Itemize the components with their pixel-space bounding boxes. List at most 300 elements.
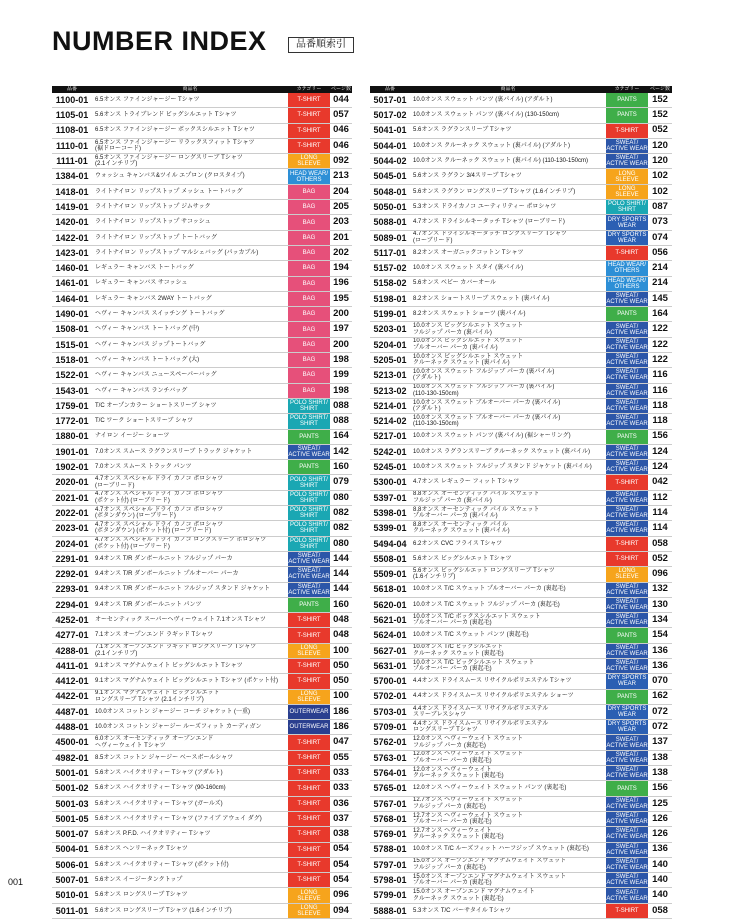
product-name: レギュラー キャンバス 2WAY トートバッグ — [92, 291, 288, 306]
category-badge: POLO SHIRT/ SHIRT — [288, 475, 330, 490]
product-name: 12.0オンス ヘヴィーウェイト スウェット フルジップ パーカ (裏起毛) — [410, 735, 606, 750]
page-reference: 054 — [330, 857, 352, 872]
product-name: 15.0オンス オープンエンド マグナムウェイト クルーネック スウェット (裏起毛) — [410, 888, 606, 903]
product-name: 5.6オンス ヘンリーネック Tシャツ — [92, 842, 288, 857]
category-badge: T-SHIRT — [288, 750, 330, 765]
table-row — [52, 307, 352, 322]
page-reference: 048 — [330, 613, 352, 628]
product-name: レギュラー キャンバス トートバッグ — [92, 261, 288, 276]
product-name: ヘヴィー キャンバス ジップトートバッグ — [92, 337, 288, 352]
table-row — [52, 720, 352, 735]
category-badge: T-SHIRT — [606, 245, 648, 260]
category-badge: OUTERWEAR — [288, 704, 330, 719]
category-badge: PANTS — [606, 108, 648, 123]
product-name: 5.6オンス ビッグシルエット ロングスリーブ Tシャツ (1.6インチリブ) — [410, 567, 606, 582]
product-name: 12.7オンス ヘヴィーウェイト スウェット プルオーバー パーカ (裏起毛) — [410, 811, 606, 826]
product-number: 5214-02 — [370, 414, 410, 429]
page-reference: 164 — [330, 429, 352, 444]
product-number: 5199-01 — [370, 307, 410, 322]
index-table-right — [370, 86, 672, 919]
table-body-right — [370, 93, 672, 919]
category-badge: T-SHIRT — [288, 827, 330, 842]
product-number: 5001-02 — [52, 781, 92, 796]
category-badge: SWEAT/ ACTIVE WEAR — [606, 155, 648, 168]
table-row — [52, 689, 352, 704]
product-name: 10.0オンス クルーネック スウェット (裏パイル) (110-130-150cm) — [410, 154, 606, 169]
category-badge: SWEAT/ ACTIVE WEAR — [606, 889, 648, 902]
table-row — [370, 475, 672, 490]
product-number: 5509-01 — [370, 567, 410, 582]
category-badge: POLO SHIRT/ SHIRT — [288, 506, 330, 521]
header-name: 商品名 — [92, 86, 288, 93]
product-number: 5001-05 — [52, 811, 92, 826]
table-row — [370, 353, 672, 368]
product-number: 1423-01 — [52, 245, 92, 260]
table-row — [370, 536, 672, 551]
product-name: ライトナイロン リップストップ ジムサック — [92, 200, 288, 215]
product-number: 1464-01 — [52, 291, 92, 306]
table-row — [52, 521, 352, 536]
table-row — [370, 888, 672, 903]
product-number: 5508-01 — [370, 551, 410, 566]
product-name: 12.7オンス ヘヴィーウェイト クルーネック スウェット (裏起毛) — [410, 827, 606, 842]
product-number: 5089-01 — [370, 230, 410, 245]
page-reference: 114 — [648, 521, 672, 536]
table-row — [370, 337, 672, 352]
category-badge: DRY SPORTS WEAR — [607, 675, 647, 688]
product-name: 5.6オンス ラグランスリーブ Tシャツ — [410, 123, 606, 138]
product-name: 5.6オンス イージータンクトップ — [92, 873, 288, 888]
table-row — [370, 781, 672, 796]
table-row — [52, 903, 352, 918]
table-row — [370, 383, 672, 398]
table-row — [370, 704, 672, 719]
page-reference: 050 — [330, 674, 352, 689]
table-row — [52, 475, 352, 490]
product-number: 1522-01 — [52, 368, 92, 383]
product-number: 4500-01 — [52, 735, 92, 750]
product-number: 2023-01 — [52, 521, 92, 536]
page-reference: 087 — [648, 200, 672, 215]
product-number: 4488-01 — [52, 720, 92, 735]
table-row — [52, 628, 352, 643]
table-row — [370, 460, 672, 475]
page-reference: 055 — [330, 750, 352, 765]
product-number: 5001-07 — [52, 827, 92, 842]
category-badge: T-SHIRT — [288, 93, 330, 108]
product-name: ヘヴィー キャンバス トートバッグ (大) — [92, 353, 288, 368]
table-row — [370, 903, 672, 918]
category-badge: BAG — [288, 230, 330, 245]
table-row — [52, 383, 352, 398]
product-name: 5.6オンス ラグラン 3/4スリーブ Tシャツ — [410, 169, 606, 184]
product-number: 1543-01 — [52, 383, 92, 398]
page-reference: 132 — [648, 582, 672, 597]
table-row — [52, 368, 352, 383]
product-name: 10.0オンス コットン ジャージー ルーズフィット カーディガン — [92, 720, 288, 735]
product-number: 5618-01 — [370, 582, 410, 597]
category-badge: SWEAT/ ACTIVE WEAR — [288, 583, 330, 596]
table-row — [52, 613, 352, 628]
table-row — [52, 184, 352, 199]
table-row — [370, 811, 672, 826]
page-reference: 154 — [648, 628, 672, 643]
product-name: 10.0オンス ビッグシルエット スウェット フルジップ パーカ (裏パイル) — [410, 322, 606, 337]
table-row — [370, 307, 672, 322]
category-badge: LONG SLEEVE — [288, 154, 330, 169]
page-reference: 136 — [648, 658, 672, 673]
category-badge: T-SHIRT — [288, 628, 330, 643]
table-row — [370, 490, 672, 505]
table-row — [370, 735, 672, 750]
page-reference: 054 — [330, 873, 352, 888]
category-badge: SWEAT/ ACTIVE WEAR — [606, 736, 648, 749]
page-reference: 092 — [330, 154, 352, 169]
table-row — [370, 368, 672, 383]
category-badge: T-SHIRT — [288, 735, 330, 750]
category-badge: OUTERWEAR — [288, 720, 330, 735]
product-name: 9.1オンス マグナムウェイト ビッグシルエット ロングスリーブ Tシャツ (2.1インチリブ) — [92, 689, 288, 704]
page-reference: 140 — [648, 857, 672, 872]
product-number: 5044-02 — [370, 154, 410, 169]
product-number: 5702-01 — [370, 689, 410, 704]
product-name: 10.0オンス T/C ボックスシルエット スウェット プルオーバー パーカ (裏起毛) — [410, 613, 606, 628]
table-row — [52, 551, 352, 566]
table-row — [370, 123, 672, 138]
product-number: 2022-01 — [52, 506, 92, 521]
category-badge: PANTS — [288, 460, 330, 475]
product-name: 5.6オンス ハイクオリティー Tシャツ (アダルト) — [92, 766, 288, 781]
product-name: 10.0オンス スウェット フルジップ パーカ (裏パイル) (110-130-150cm) — [410, 383, 606, 398]
page-reference: 112 — [648, 490, 672, 505]
category-badge: LONG SLEEVE — [288, 643, 330, 658]
page-reference: 057 — [330, 108, 352, 123]
product-name: 10.0オンス スウェット パンツ (裏パイル) (裾シャーリング) — [410, 429, 606, 444]
page-reference: 205 — [330, 200, 352, 215]
product-number: 5045-01 — [370, 169, 410, 184]
product-name: 7.1オンス オープンエンド ラギッド Tシャツ — [92, 628, 288, 643]
category-badge: POLO SHIRT/ SHIRT — [288, 398, 330, 413]
product-name: 8.2オンス オーガニックコットン Tシャツ — [410, 245, 606, 260]
product-name: 4.7オンス レギュラー フィット Tシャツ — [410, 475, 606, 490]
product-number: 5799-01 — [370, 888, 410, 903]
product-name: 10.0オンス ビッグシルエット スウェット プルオーバー パーカ (裏パイル) — [410, 337, 606, 352]
product-number: 5217-01 — [370, 429, 410, 444]
table-row — [52, 704, 352, 719]
category-badge: T-SHIRT — [288, 857, 330, 872]
page-number: 001 — [8, 877, 24, 887]
header-number: 品番 — [52, 86, 92, 93]
product-number: 5788-01 — [370, 842, 410, 857]
category-badge: HEAD WEAR/ OTHERS — [607, 262, 646, 275]
page-reference: 036 — [330, 796, 352, 811]
product-name: 6.5オンス ファインジャージー リラックスフィット Tシャツ (裾ドローコード) — [92, 138, 288, 153]
table-row — [52, 597, 352, 612]
product-number: 1418-01 — [52, 184, 92, 199]
table-row — [52, 460, 352, 475]
table-row — [52, 215, 352, 230]
table-row — [52, 444, 352, 459]
category-badge: SWEAT/ ACTIVE WEAR — [606, 828, 648, 841]
table-row — [370, 521, 672, 536]
page-reference: 096 — [648, 567, 672, 582]
page-reference: 046 — [330, 123, 352, 138]
table-row — [370, 643, 672, 658]
table-row — [370, 169, 672, 184]
table-row — [52, 781, 352, 796]
table-row — [52, 322, 352, 337]
category-badge: BAG — [288, 368, 330, 383]
product-name: 5.6オンス トライブレンド ビッグシルエット Tシャツ — [92, 108, 288, 123]
table-row — [52, 245, 352, 260]
product-number: 5088-01 — [370, 215, 410, 230]
page-reference: 201 — [330, 230, 352, 245]
table-row — [52, 398, 352, 413]
product-number: 5763-01 — [370, 750, 410, 765]
page-reference: 114 — [648, 506, 672, 521]
table-header-row — [52, 86, 352, 93]
table-row — [370, 689, 672, 704]
product-number: 1108-01 — [52, 123, 92, 138]
product-number: 5620-01 — [370, 597, 410, 612]
product-name: 9.1オンス マグナムウェイト ビッグシルエット Tシャツ — [92, 658, 288, 673]
product-number: 5158-02 — [370, 276, 410, 291]
table-row — [52, 873, 352, 888]
page-reference: 046 — [330, 138, 352, 153]
product-number: 5769-01 — [370, 827, 410, 842]
table-row — [370, 842, 672, 857]
table-row — [370, 766, 672, 781]
product-name: 5.3オンス T/C バーサタイル Tシャツ — [410, 903, 606, 918]
product-number: 1772-01 — [52, 414, 92, 429]
category-badge: BAG — [288, 276, 330, 291]
page-reference: 070 — [648, 674, 672, 689]
table-row — [52, 567, 352, 582]
page-reference: 130 — [648, 597, 672, 612]
product-name: 10.0オンス スウェット フルジップ スタンド ジャケット (裏パイル) — [410, 460, 606, 475]
index-table-left — [52, 86, 352, 919]
category-badge: POLO SHIRT/ SHIRT — [288, 414, 330, 429]
page-reference: 125 — [648, 796, 672, 811]
category-badge: T-SHIRT — [288, 781, 330, 796]
product-number: 5764-01 — [370, 766, 410, 781]
category-badge: POLO SHIRT/ SHIRT — [288, 521, 330, 536]
page-reference: 050 — [330, 658, 352, 673]
product-number: 5762-01 — [370, 735, 410, 750]
page-reference: 072 — [648, 720, 672, 735]
page-reference: 195 — [330, 291, 352, 306]
category-badge: DRY SPORTS WEAR — [607, 706, 647, 719]
table-row — [370, 414, 672, 429]
product-name: 5.3オンス ドライカノコ ユーティリティー ポロシャツ — [410, 200, 606, 215]
product-number: 2021-01 — [52, 490, 92, 505]
product-name: 10.0オンス スウェット パンツ (裏パイル) (アダルト) — [410, 93, 606, 108]
product-number: 5399-01 — [370, 521, 410, 536]
product-name: ライトナイロン リップストップ マルシェバッグ (パッカブル) — [92, 245, 288, 260]
product-name: 4.4オンス ドライスムース リサイクルポリエステル ロングスリーブ Tシャツ — [410, 720, 606, 735]
product-number: 4487-01 — [52, 704, 92, 719]
product-name: 5.6オンス ロングスリーブ Tシャツ — [92, 888, 288, 903]
product-number: 5768-01 — [370, 811, 410, 826]
table-row — [52, 154, 352, 169]
product-name: 9.1オンス マグナムウェイト ビッグシルエット Tシャツ (ポケット付) — [92, 674, 288, 689]
product-number: 2024-01 — [52, 536, 92, 551]
table-row — [370, 827, 672, 842]
page-reference: 152 — [648, 108, 672, 123]
table-row — [370, 93, 672, 108]
page-reference: 088 — [330, 398, 352, 413]
table-row — [52, 138, 352, 153]
table-row — [370, 154, 672, 169]
category-badge: LONG SLEEVE — [288, 903, 330, 918]
table-row — [52, 261, 352, 276]
product-number: 5117-01 — [370, 245, 410, 260]
table-row — [52, 291, 352, 306]
product-name: 6.5オンス ファインジャージー ロングスリーブ Tシャツ (2.1インチリブ) — [92, 154, 288, 169]
table-row — [52, 735, 352, 750]
category-badge: SWEAT/ ACTIVE WEAR — [606, 491, 648, 504]
table-row — [52, 200, 352, 215]
page-subtitle: 品番順索引 — [288, 37, 354, 53]
product-name: 10.0オンス スウェット プルオーバー パーカ (裏パイル) (アダルト) — [410, 398, 606, 413]
product-number: 1508-01 — [52, 322, 92, 337]
table-row — [52, 796, 352, 811]
category-badge: T-SHIRT — [606, 903, 648, 918]
product-name: 5.6オンス ハイクオリティー Tシャツ (ファイブ アウェイ ダグ) — [92, 811, 288, 826]
table-row — [52, 353, 352, 368]
table-row — [52, 643, 352, 658]
category-badge: SWEAT/ ACTIVE WEAR — [606, 323, 648, 336]
product-name: 12.0オンス ヘヴィーウェイト スウェット プルオーバー パーカ (裏起毛) — [410, 750, 606, 765]
product-name: 10.0オンス クルーネック スウェット (裏パイル) (アダルト) — [410, 138, 606, 153]
product-name: 4.7オンス スペシャル ドライ カノコ ポロシャツ (ローブリード) — [92, 475, 288, 490]
product-number: 5050-01 — [370, 200, 410, 215]
header-page: ページ数 — [648, 86, 672, 93]
header-category: カテゴリー — [288, 86, 330, 93]
header-name: 商品名 — [410, 86, 606, 93]
product-number: 4422-01 — [52, 689, 92, 704]
table-row — [370, 138, 672, 153]
product-number: 4288-01 — [52, 643, 92, 658]
product-name: 7.1オンス オープンエンド ラギッド ロングスリーブ Tシャツ (2.1インチリブ) — [92, 643, 288, 658]
product-number: 5703-01 — [370, 704, 410, 719]
product-name: 4.7オンス スペシャル ドライ カノコ ロングスリーブ ポロシャツ (ポケット付) (ローブリード) — [92, 536, 288, 551]
product-number: 1384-01 — [52, 169, 92, 184]
table-row — [370, 322, 672, 337]
table-body-left — [52, 93, 352, 919]
table-row — [370, 291, 672, 306]
table-row — [52, 429, 352, 444]
product-name: ヘヴィー キャンバス トートバッグ (中) — [92, 322, 288, 337]
category-badge: SWEAT/ ACTIVE WEAR — [606, 614, 648, 627]
page-reference: 124 — [648, 444, 672, 459]
category-badge: SWEAT/ ACTIVE WEAR — [606, 338, 648, 351]
product-number: 2294-01 — [52, 597, 92, 612]
page-reference: 080 — [330, 490, 352, 505]
page-reference: 156 — [648, 429, 672, 444]
header-category: カテゴリー — [606, 86, 648, 93]
page-reference: 116 — [648, 368, 672, 383]
product-number: 1100-01 — [52, 93, 92, 108]
table-row — [52, 230, 352, 245]
product-number: 1422-01 — [52, 230, 92, 245]
page-reference: 134 — [648, 613, 672, 628]
table-row — [370, 444, 672, 459]
category-badge: SWEAT/ ACTIVE WEAR — [606, 415, 648, 428]
page-reference: 102 — [648, 169, 672, 184]
product-name: ウォッシュ キャンバス&ツイル エプロン (クロスタイプ) — [92, 169, 288, 184]
category-badge: SWEAT/ ACTIVE WEAR — [606, 874, 648, 887]
product-number: 5798-01 — [370, 873, 410, 888]
product-name: 5.6オンス ハイクオリティー Tシャツ (ポケット付) — [92, 857, 288, 872]
product-name: 10.0オンス T/C スウェット プルオーバー パーカ (裏起毛) — [410, 582, 606, 597]
page-reference: 164 — [648, 307, 672, 322]
page-reference: 088 — [330, 414, 352, 429]
product-name: 6.0オンス オーセンティック オープンエンド ヘヴィーウェイト Tシャツ — [92, 735, 288, 750]
product-number: 5213-01 — [370, 368, 410, 383]
category-badge: T-SHIRT — [288, 811, 330, 826]
category-badge: PANTS — [606, 307, 648, 322]
product-number: 5011-01 — [52, 903, 92, 918]
category-badge: PANTS — [606, 93, 648, 108]
header-number: 品番 — [370, 86, 410, 93]
page-reference: 033 — [330, 766, 352, 781]
table-row — [370, 597, 672, 612]
table-row — [370, 750, 672, 765]
category-badge: T-SHIRT — [288, 873, 330, 888]
page-reference: 122 — [648, 322, 672, 337]
category-badge: T-SHIRT — [288, 658, 330, 673]
table-row — [370, 276, 672, 291]
page-reference: 094 — [330, 903, 352, 918]
page-reference: 122 — [648, 353, 672, 368]
category-badge: BAG — [288, 215, 330, 230]
page-reference: 118 — [648, 398, 672, 413]
page-reference: 197 — [330, 322, 352, 337]
category-badge: T-SHIRT — [606, 123, 648, 138]
category-badge: SWEAT/ ACTIVE WEAR — [606, 858, 648, 871]
page-reference: 204 — [330, 184, 352, 199]
product-number: 1518-01 — [52, 353, 92, 368]
category-badge: LONG SLEEVE — [606, 184, 648, 199]
page-reference: 038 — [330, 827, 352, 842]
product-number: 5007-01 — [52, 873, 92, 888]
table-row — [52, 276, 352, 291]
product-name: ナイロン イージー ショーツ — [92, 429, 288, 444]
product-name: 9.4オンス T/R ダンボールニット フルジップ スタンド ジャケット — [92, 582, 288, 597]
product-number: 2293-01 — [52, 582, 92, 597]
product-number: 5214-01 — [370, 398, 410, 413]
category-badge: T-SHIRT — [606, 536, 648, 551]
product-name: ライトナイロン リップストップ トートバッグ — [92, 230, 288, 245]
table-row — [370, 857, 672, 872]
product-number: 5627-01 — [370, 643, 410, 658]
category-badge: SWEAT/ ACTIVE WEAR — [606, 354, 648, 367]
product-name: 6.5オンス ファインジャージー ボックスシルエット Tシャツ — [92, 123, 288, 138]
product-number: 4252-01 — [52, 613, 92, 628]
page-reference: 082 — [330, 521, 352, 536]
product-name: 10.0オンス T/C スウェット パンツ (裏起毛) — [410, 628, 606, 643]
product-name: 8.8オンス オーセンティック パイル クルーネック スウェット (裏パイル) — [410, 521, 606, 536]
page-reference: 160 — [330, 460, 352, 475]
category-badge: LONG SLEEVE — [288, 689, 330, 704]
table-row — [370, 674, 672, 689]
category-badge: SWEAT/ ACTIVE WEAR — [606, 369, 648, 382]
product-name: 8.8オンス オーセンティック パイル スウェット フルジップ パーカ (裏パイル) — [410, 490, 606, 505]
table-row — [52, 108, 352, 123]
product-number: 1110-01 — [52, 138, 92, 153]
product-name: 7.0オンス スムース ラグランスリーブ トラック ジャケット — [92, 444, 288, 459]
